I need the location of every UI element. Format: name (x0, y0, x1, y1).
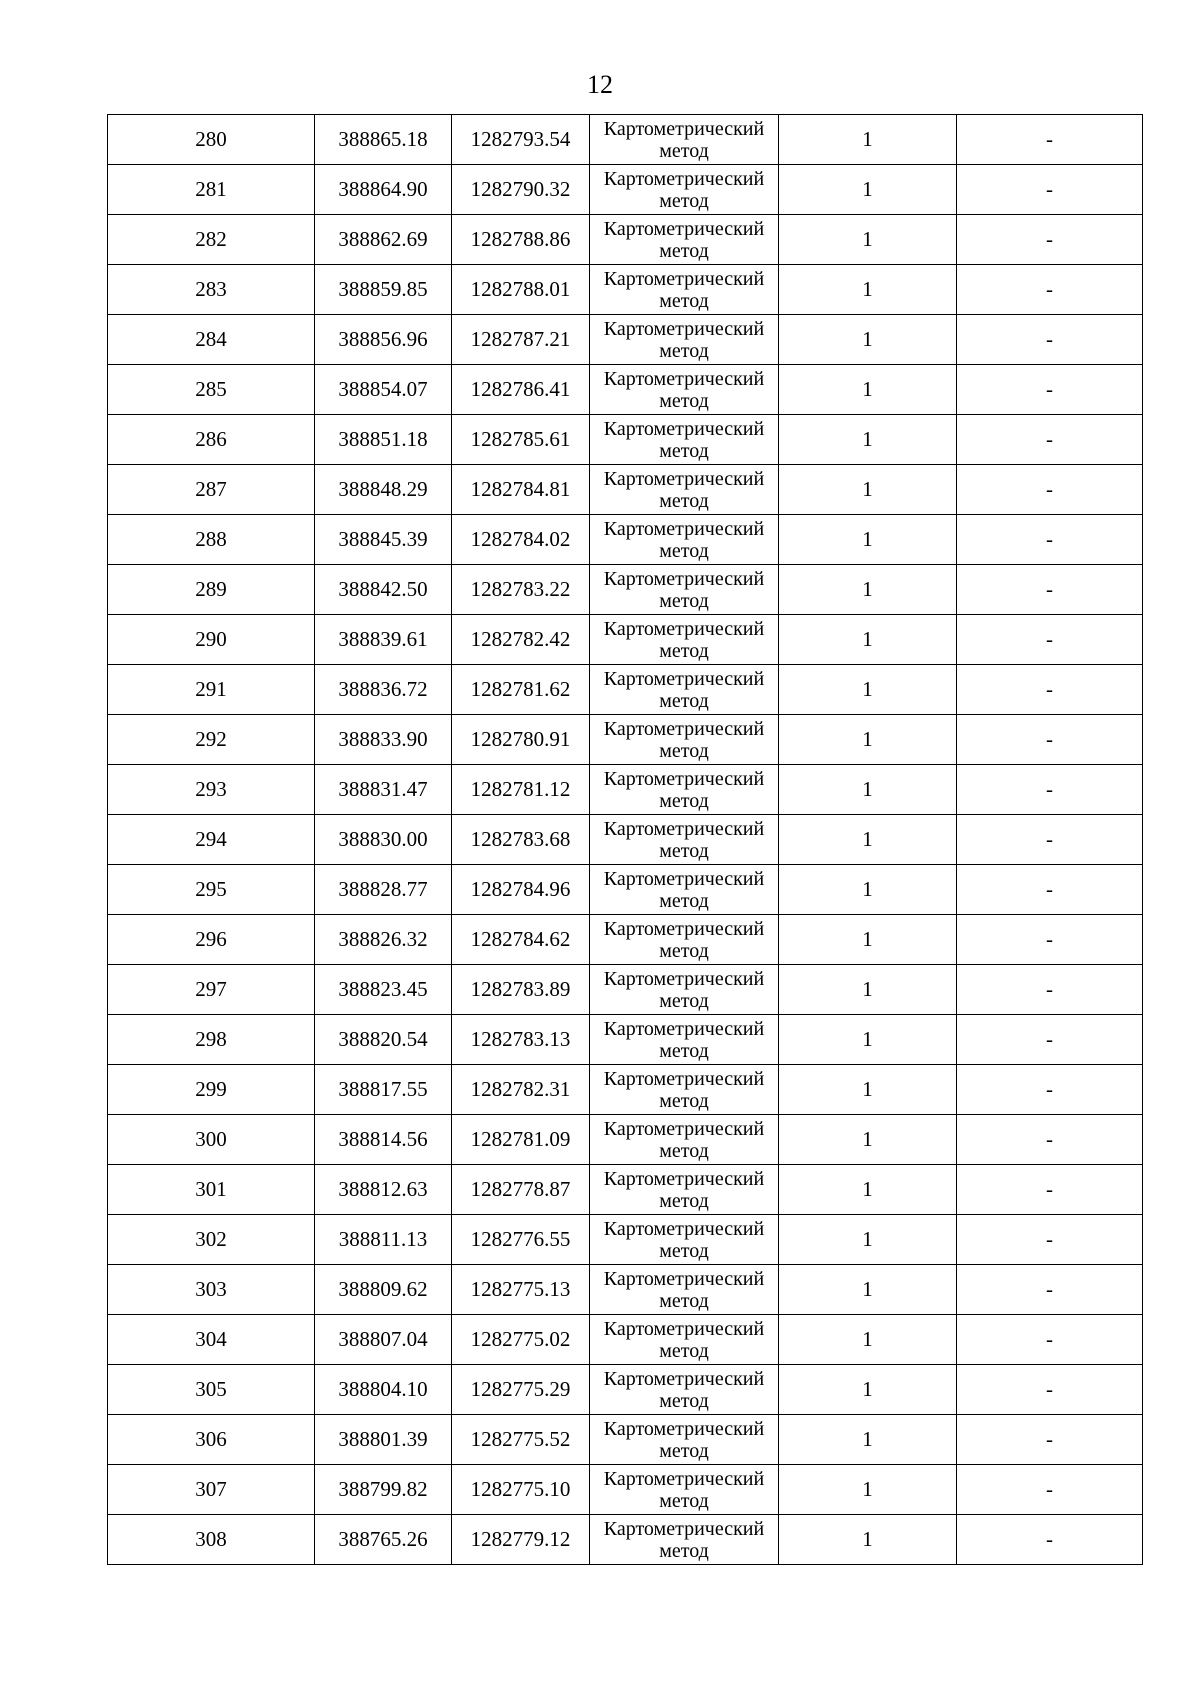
method-cell (590, 265, 779, 315)
table-row (108, 465, 1143, 515)
page-number: 12 (587, 70, 613, 99)
table-row (108, 165, 1143, 215)
accuracy-cell: 1 (779, 615, 957, 665)
method-line-2: метод (659, 539, 709, 562)
x-coordinate-cell: 388812.63 (315, 1165, 452, 1215)
x-coordinate-cell: 388831.47 (315, 765, 452, 815)
method-line-1: Картометрический (603, 417, 765, 440)
method-line-1: Картометрический (603, 917, 765, 940)
method-line-1: Картометрический (603, 567, 765, 590)
point-number-cell: 301 (108, 1165, 315, 1215)
point-number-cell: 304 (108, 1315, 315, 1365)
method-cell (590, 465, 779, 515)
method-cell (590, 565, 779, 615)
x-coordinate-cell: 388848.29 (315, 465, 452, 515)
table-row (108, 515, 1143, 565)
table-row (108, 665, 1143, 715)
note-cell: - (957, 165, 1143, 215)
method-cell (590, 615, 779, 665)
method-cell (590, 515, 779, 565)
x-coordinate-cell: 388833.90 (315, 715, 452, 765)
x-coordinate-cell: 388765.26 (315, 1515, 452, 1565)
accuracy-cell: 1 (779, 1515, 957, 1565)
accuracy-cell: 1 (779, 115, 957, 165)
accuracy-cell: 1 (779, 965, 957, 1015)
table-row (108, 1315, 1143, 1365)
method-line-2: метод (659, 939, 709, 962)
method-line-1: Картометрический (603, 817, 765, 840)
method-cell (590, 1515, 779, 1565)
y-coordinate-cell: 1282783.89 (452, 965, 590, 1015)
note-cell: - (957, 1115, 1143, 1165)
method-line-1: Картометрический (603, 1067, 765, 1090)
note-cell: - (957, 1065, 1143, 1115)
method-cell (590, 1115, 779, 1165)
method-line-1: Картометрический (603, 717, 765, 740)
note-cell: - (957, 315, 1143, 365)
point-number-cell: 308 (108, 1515, 315, 1565)
method-line-2: метод (659, 239, 709, 262)
note-cell: - (957, 615, 1143, 665)
method-cell (590, 1065, 779, 1115)
table-row (108, 815, 1143, 865)
y-coordinate-cell: 1282782.31 (452, 1065, 590, 1115)
accuracy-cell: 1 (779, 1065, 957, 1115)
method-line-2: метод (659, 889, 709, 912)
method-cell (590, 1015, 779, 1065)
y-coordinate-cell: 1282784.62 (452, 915, 590, 965)
table-row (108, 365, 1143, 415)
method-line-1: Картометрический (603, 617, 765, 640)
method-cell (590, 1265, 779, 1315)
table-row (108, 215, 1143, 265)
point-number-cell: 306 (108, 1415, 315, 1465)
method-line-1: Картометрический (603, 317, 765, 340)
method-line-2: метод (659, 1289, 709, 1312)
method-line-1: Картометрический (603, 1017, 765, 1040)
table-row (108, 565, 1143, 615)
point-number-cell: 299 (108, 1065, 315, 1115)
method-cell (590, 715, 779, 765)
method-line-2: метод (659, 439, 709, 462)
method-cell (590, 365, 779, 415)
x-coordinate-cell: 388828.77 (315, 865, 452, 915)
method-line-2: метод (659, 589, 709, 612)
x-coordinate-cell: 388804.10 (315, 1365, 452, 1415)
point-number-cell: 302 (108, 1215, 315, 1265)
method-line-2: метод (659, 389, 709, 412)
y-coordinate-cell: 1282775.29 (452, 1365, 590, 1415)
method-cell (590, 1215, 779, 1265)
method-cell (590, 1415, 779, 1465)
x-coordinate-cell: 388811.13 (315, 1215, 452, 1265)
point-number-cell: 297 (108, 965, 315, 1015)
table-row (108, 265, 1143, 315)
point-number-cell: 303 (108, 1265, 315, 1315)
method-line-1: Картометрический (603, 1117, 765, 1140)
method-line-2: метод (659, 1139, 709, 1162)
x-coordinate-cell: 388854.07 (315, 365, 452, 415)
x-coordinate-cell: 388845.39 (315, 515, 452, 565)
y-coordinate-cell: 1282781.62 (452, 665, 590, 715)
method-line-1: Картометрический (603, 1417, 765, 1440)
note-cell: - (957, 765, 1143, 815)
note-cell: - (957, 915, 1143, 965)
point-number-cell: 291 (108, 665, 315, 715)
y-coordinate-cell: 1282775.13 (452, 1265, 590, 1315)
x-coordinate-cell: 388799.82 (315, 1465, 452, 1515)
table-row (108, 1415, 1143, 1465)
accuracy-cell: 1 (779, 665, 957, 715)
accuracy-cell: 1 (779, 465, 957, 515)
method-cell (590, 965, 779, 1015)
y-coordinate-cell: 1282785.61 (452, 415, 590, 465)
method-cell (590, 415, 779, 465)
method-line-2: метод (659, 1239, 709, 1262)
x-coordinate-cell: 388809.62 (315, 1265, 452, 1315)
method-line-2: метод (659, 189, 709, 212)
note-cell: - (957, 1165, 1143, 1215)
method-cell (590, 215, 779, 265)
note-cell: - (957, 115, 1143, 165)
y-coordinate-cell: 1282783.22 (452, 565, 590, 615)
table-row (108, 715, 1143, 765)
y-coordinate-cell: 1282778.87 (452, 1165, 590, 1215)
method-line-2: метод (659, 1189, 709, 1212)
x-coordinate-cell: 388823.45 (315, 965, 452, 1015)
accuracy-cell: 1 (779, 1265, 957, 1315)
note-cell: - (957, 715, 1143, 765)
y-coordinate-cell: 1282779.12 (452, 1515, 590, 1565)
note-cell: - (957, 1415, 1143, 1465)
table-row (108, 1365, 1143, 1415)
y-coordinate-cell: 1282783.13 (452, 1015, 590, 1065)
method-line-2: метод (659, 489, 709, 512)
method-cell (590, 1465, 779, 1515)
method-line-2: метод (659, 1339, 709, 1362)
method-line-2: метод (659, 1039, 709, 1062)
table-row (108, 115, 1143, 165)
y-coordinate-cell: 1282786.41 (452, 365, 590, 415)
y-coordinate-cell: 1282781.12 (452, 765, 590, 815)
method-line-2: метод (659, 689, 709, 712)
method-line-1: Картометрический (603, 867, 765, 890)
y-coordinate-cell: 1282787.21 (452, 315, 590, 365)
table-row (108, 965, 1143, 1015)
point-number-cell: 298 (108, 1015, 315, 1065)
note-cell: - (957, 565, 1143, 615)
y-coordinate-cell: 1282775.52 (452, 1415, 590, 1465)
note-cell: - (957, 1315, 1143, 1365)
method-line-2: метод (659, 1089, 709, 1112)
method-cell (590, 765, 779, 815)
table-row (108, 615, 1143, 665)
point-number-cell: 290 (108, 615, 315, 665)
x-coordinate-cell: 388807.04 (315, 1315, 452, 1365)
note-cell: - (957, 365, 1143, 415)
method-line-1: Картометрический (603, 767, 765, 790)
method-line-1: Картометрический (603, 1217, 765, 1240)
x-coordinate-cell: 388839.61 (315, 615, 452, 665)
y-coordinate-cell: 1282776.55 (452, 1215, 590, 1265)
accuracy-cell: 1 (779, 1015, 957, 1065)
x-coordinate-cell: 388851.18 (315, 415, 452, 465)
y-coordinate-cell: 1282775.10 (452, 1465, 590, 1515)
point-number-cell: 292 (108, 715, 315, 765)
coordinates-table (107, 114, 1143, 1565)
note-cell: - (957, 1515, 1143, 1565)
point-number-cell: 296 (108, 915, 315, 965)
method-cell (590, 1365, 779, 1415)
accuracy-cell: 1 (779, 865, 957, 915)
point-number-cell: 280 (108, 115, 315, 165)
note-cell: - (957, 665, 1143, 715)
x-coordinate-cell: 388864.90 (315, 165, 452, 215)
table-row (108, 1165, 1143, 1215)
accuracy-cell: 1 (779, 1165, 957, 1215)
method-line-1: Картометрический (603, 1367, 765, 1390)
method-line-1: Картометрический (603, 667, 765, 690)
note-cell: - (957, 215, 1143, 265)
method-line-1: Картометрический (603, 1267, 765, 1290)
y-coordinate-cell: 1282781.09 (452, 1115, 590, 1165)
point-number-cell: 286 (108, 415, 315, 465)
table-row (108, 865, 1143, 915)
method-cell (590, 1315, 779, 1365)
note-cell: - (957, 265, 1143, 315)
method-line-1: Картометрический (603, 167, 765, 190)
method-line-1: Картометрический (603, 517, 765, 540)
y-coordinate-cell: 1282782.42 (452, 615, 590, 665)
x-coordinate-cell: 388862.69 (315, 215, 452, 265)
point-number-cell: 294 (108, 815, 315, 865)
x-coordinate-cell: 388859.85 (315, 265, 452, 315)
method-line-2: метод (659, 1489, 709, 1512)
note-cell: - (957, 1465, 1143, 1515)
method-line-2: метод (659, 789, 709, 812)
method-cell (590, 915, 779, 965)
table-row (108, 1215, 1143, 1265)
method-line-1: Картометрический (603, 117, 765, 140)
table-row (108, 1065, 1143, 1115)
accuracy-cell: 1 (779, 915, 957, 965)
y-coordinate-cell: 1282793.54 (452, 115, 590, 165)
note-cell: - (957, 965, 1143, 1015)
table-body (108, 115, 1143, 1565)
method-cell (590, 315, 779, 365)
y-coordinate-cell: 1282784.02 (452, 515, 590, 565)
accuracy-cell: 1 (779, 715, 957, 765)
note-cell: - (957, 865, 1143, 915)
method-line-2: метод (659, 339, 709, 362)
y-coordinate-cell: 1282788.86 (452, 215, 590, 265)
y-coordinate-cell: 1282784.96 (452, 865, 590, 915)
accuracy-cell: 1 (779, 265, 957, 315)
point-number-cell: 307 (108, 1465, 315, 1515)
note-cell: - (957, 1265, 1143, 1315)
table-row (108, 1115, 1143, 1165)
y-coordinate-cell: 1282780.91 (452, 715, 590, 765)
accuracy-cell: 1 (779, 365, 957, 415)
method-cell (590, 115, 779, 165)
x-coordinate-cell: 388820.54 (315, 1015, 452, 1065)
method-line-2: метод (659, 1439, 709, 1462)
x-coordinate-cell: 388856.96 (315, 315, 452, 365)
table-row (108, 1265, 1143, 1315)
method-line-1: Картометрический (603, 1317, 765, 1340)
note-cell: - (957, 1015, 1143, 1065)
point-number-cell: 285 (108, 365, 315, 415)
table-row (108, 1465, 1143, 1515)
note-cell: - (957, 1215, 1143, 1265)
accuracy-cell: 1 (779, 1215, 957, 1265)
point-number-cell: 295 (108, 865, 315, 915)
y-coordinate-cell: 1282788.01 (452, 265, 590, 315)
x-coordinate-cell: 388865.18 (315, 115, 452, 165)
method-line-1: Картометрический (603, 967, 765, 990)
x-coordinate-cell: 388814.56 (315, 1115, 452, 1165)
method-line-1: Картометрический (603, 1517, 765, 1540)
y-coordinate-cell: 1282783.68 (452, 815, 590, 865)
point-number-cell: 287 (108, 465, 315, 515)
method-cell (590, 665, 779, 715)
accuracy-cell: 1 (779, 165, 957, 215)
note-cell: - (957, 815, 1143, 865)
method-line-1: Картометрический (603, 1167, 765, 1190)
x-coordinate-cell: 388842.50 (315, 565, 452, 615)
point-number-cell: 283 (108, 265, 315, 315)
table-row (108, 915, 1143, 965)
method-line-1: Картометрический (603, 367, 765, 390)
point-number-cell: 289 (108, 565, 315, 615)
table-row (108, 765, 1143, 815)
point-number-cell: 305 (108, 1365, 315, 1415)
method-line-1: Картометрический (603, 467, 765, 490)
accuracy-cell: 1 (779, 415, 957, 465)
y-coordinate-cell: 1282775.02 (452, 1315, 590, 1365)
accuracy-cell: 1 (779, 765, 957, 815)
table-row (108, 415, 1143, 465)
point-number-cell: 282 (108, 215, 315, 265)
method-line-2: метод (659, 839, 709, 862)
method-line-1: Картометрический (603, 267, 765, 290)
y-coordinate-cell: 1282790.32 (452, 165, 590, 215)
x-coordinate-cell: 388830.00 (315, 815, 452, 865)
accuracy-cell: 1 (779, 1415, 957, 1465)
table-row (108, 1015, 1143, 1065)
accuracy-cell: 1 (779, 1315, 957, 1365)
method-line-2: метод (659, 639, 709, 662)
accuracy-cell: 1 (779, 515, 957, 565)
method-line-2: метод (659, 1389, 709, 1412)
accuracy-cell: 1 (779, 815, 957, 865)
accuracy-cell: 1 (779, 315, 957, 365)
accuracy-cell: 1 (779, 565, 957, 615)
accuracy-cell: 1 (779, 215, 957, 265)
method-line-2: метод (659, 739, 709, 762)
method-cell (590, 815, 779, 865)
method-line-1: Картометрический (603, 217, 765, 240)
table-row (108, 315, 1143, 365)
method-line-2: метод (659, 289, 709, 312)
accuracy-cell: 1 (779, 1465, 957, 1515)
x-coordinate-cell: 388826.32 (315, 915, 452, 965)
y-coordinate-cell: 1282784.81 (452, 465, 590, 515)
note-cell: - (957, 515, 1143, 565)
point-number-cell: 281 (108, 165, 315, 215)
method-cell (590, 165, 779, 215)
accuracy-cell: 1 (779, 1365, 957, 1415)
method-line-2: метод (659, 989, 709, 1012)
x-coordinate-cell: 388817.55 (315, 1065, 452, 1115)
table-row (108, 1515, 1143, 1565)
note-cell: - (957, 415, 1143, 465)
method-cell (590, 865, 779, 915)
method-line-1: Картометрический (603, 1467, 765, 1490)
method-line-2: метод (659, 1539, 709, 1562)
x-coordinate-cell: 388801.39 (315, 1415, 452, 1465)
point-number-cell: 300 (108, 1115, 315, 1165)
method-cell (590, 1165, 779, 1215)
point-number-cell: 293 (108, 765, 315, 815)
method-line-2: метод (659, 139, 709, 162)
note-cell: - (957, 465, 1143, 515)
accuracy-cell: 1 (779, 1115, 957, 1165)
point-number-cell: 288 (108, 515, 315, 565)
note-cell: - (957, 1365, 1143, 1415)
point-number-cell: 284 (108, 315, 315, 365)
x-coordinate-cell: 388836.72 (315, 665, 452, 715)
